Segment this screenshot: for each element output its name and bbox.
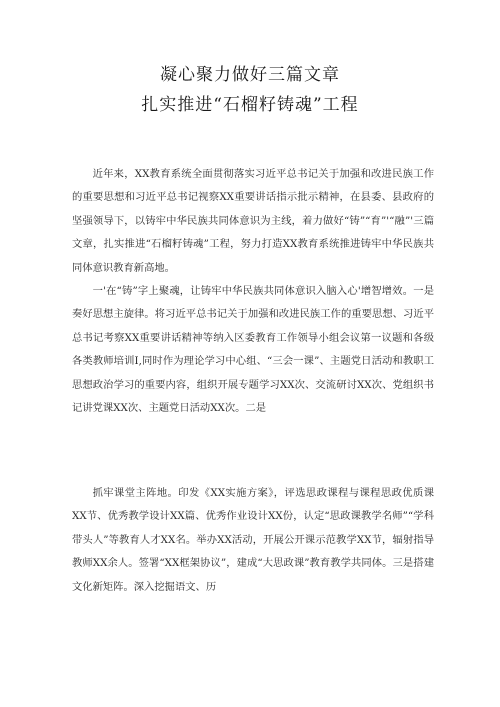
paragraph-intro: 近年来，XX教育系统全面贯彻落实习近平总书记关于加强和改进民族工作的重要思想和习近平总书记视察XX重要讲话指示批示精神，在县委、县政府的坚强领导下，以铸牢中华民族共同体意识为主线，着力做好“铸”“育”'“融”'三篇文章，扎实推进“石榴籽铸魂”工程，努力打造XX教育系统推进铸牢中华民族共同体意识教育新高地。 [72,168,434,274]
paragraph-classroom: 抓牢课堂主阵地。印发《XX实施方案》，评选思政课程与课程思政优质课XX节、优秀教学设计XX篇、优秀作业设计XX份，认定“思政课教学名师”“学科带头人”等教育人才XX名。举办XX活动，开展公开课示范教学XX节，辐射指导教师XX余人。签署“XX框架协议”，建成“大思政课”教育教学共同体。三是搭建文化新矩阵。深入挖掘语文、历 [72,487,434,593]
body-section-top [72,163,434,420]
title-line-1: 凝心聚力做好三篇文章 [160,65,340,85]
document-title [0,60,500,120]
body-section-bottom [72,482,434,599]
paragraph-section-one: 一'在“铸”字上聚魂，让铸牢中华民族共同体意识入脑入心'增智增效。一是奏好思想主旋律。将习近平总书记关于加强和改进民族工作的重要思想、习近平总书记考察XX重要讲话精神等纳入区委教育工作领导小组会议第一议题和各级各类教师培训I,同时作为理论学习中心组、“三会一课”、主题党日活动和教职工思想政治学习的重要内容，组织开展专题学习XX次、交流研讨XX次、党组织书记讲党课XX次、主题党日活动XX次。二是 [72,285,434,415]
title-line-2: 扎实推进“石榴籽铸魂”工程 [141,95,359,115]
